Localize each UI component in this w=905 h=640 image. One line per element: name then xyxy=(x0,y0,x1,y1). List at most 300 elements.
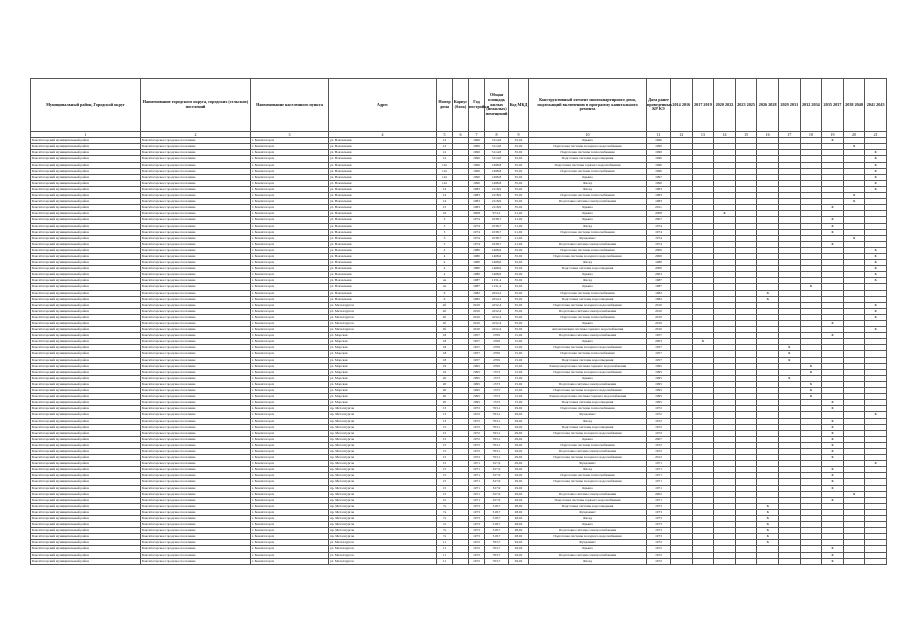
street-cell: ул. Морская xyxy=(329,357,437,363)
prev-repair-cell: 1983 xyxy=(647,199,671,205)
district-cell: Бокситогорский муниципальный район xyxy=(31,388,141,394)
element-cell: Подготовка системы теплоснабжения xyxy=(529,406,647,412)
house-cell: 15 xyxy=(437,442,453,448)
code-cell: 29,02 xyxy=(509,479,529,485)
period-mark-cell: X xyxy=(843,199,865,205)
street-cell: пр. Металлургов xyxy=(329,430,437,436)
city-cell: г. Бокситогорск xyxy=(251,284,329,290)
street-cell: ул. Металлургов xyxy=(329,540,437,546)
year-cell: 1974 xyxy=(469,229,485,235)
area-cell: 1498,8 xyxy=(485,162,509,168)
year-cell: 1995 xyxy=(469,369,485,375)
street-cell: ул. Металлургов xyxy=(329,321,437,327)
year-cell: 1972 xyxy=(469,442,485,448)
city-cell: г. Бокситогорск xyxy=(251,375,329,381)
element-cell: Фундамент xyxy=(529,412,647,418)
city-cell: г. Бокситогорск xyxy=(251,455,329,461)
year-cell: 1974 xyxy=(469,223,485,229)
settlement-cell: Бокситогорское городское поселение xyxy=(141,156,251,162)
street-cell: пр. Металлургов xyxy=(329,448,437,454)
house-cell: 3 xyxy=(437,229,453,235)
prev-repair-cell: 2010 xyxy=(647,308,671,314)
street-cell: пр. Металлургов xyxy=(329,522,437,528)
element-cell: Подготовка системы холодного водоснабжения xyxy=(529,369,647,375)
element-cell: Подготовка системы водоотведения xyxy=(529,503,647,509)
period-mark-cell: X xyxy=(865,150,887,156)
area-cell: 1468,6 xyxy=(485,266,509,272)
settlement-cell: Бокситогорское городское поселение xyxy=(141,552,251,558)
period-mark-cell: X xyxy=(865,156,887,162)
street-cell: ул. Металлургов xyxy=(329,558,437,564)
element-cell: Крыша xyxy=(529,205,647,211)
house-cell: 4 xyxy=(437,272,453,278)
district-cell: Бокситогорский муниципальный район xyxy=(31,455,141,461)
city-cell: г. Бокситогорск xyxy=(251,211,329,217)
area-cell: 763,1 xyxy=(485,455,509,461)
period-mark-cell xyxy=(735,558,757,564)
settlement-cell: Бокситогорское городское поселение xyxy=(141,321,251,327)
period-mark-cell: X xyxy=(822,485,844,491)
area-cell: 1373 xyxy=(485,369,509,375)
element-cell: Подготовка системы водоотведения xyxy=(529,357,647,363)
prev-repair-cell: 2000 xyxy=(647,247,671,253)
settlement-cell: Бокситогорское городское поселение xyxy=(141,235,251,241)
element-cell: Подготовка системы горячего водоснабжения xyxy=(529,497,647,503)
settlement-cell: Бокситогорское городское поселение xyxy=(141,333,251,339)
prev-repair-cell: 1987 xyxy=(647,278,671,284)
period-mark-cell: X xyxy=(822,473,844,479)
area-cell: 1373 xyxy=(485,394,509,400)
year-cell: 1995 xyxy=(469,381,485,387)
code-cell: 29,02 xyxy=(509,461,529,467)
street-cell: ул. Морская xyxy=(329,388,437,394)
code-cell: 21,02 xyxy=(509,229,529,235)
house-cell: 12 xyxy=(437,150,453,156)
settlement-cell: Бокситогорское городское поселение xyxy=(141,534,251,540)
settlement-cell: Бокситогорское городское поселение xyxy=(141,211,251,217)
prev-repair-cell: 1972 xyxy=(647,540,671,546)
code-cell: 35,02 xyxy=(509,180,529,186)
year-cell: 1972 xyxy=(469,546,485,552)
column-header: 2017 2019 xyxy=(692,79,714,132)
code-cell: 29,02 xyxy=(509,467,529,473)
area-cell: 763,1 xyxy=(485,430,509,436)
code-cell: 35,02 xyxy=(509,205,529,211)
house-cell: 4б xyxy=(437,321,453,327)
code-cell: 35,02 xyxy=(509,308,529,314)
code-cell: 29,02 xyxy=(509,546,529,552)
code-cell: 29,02 xyxy=(509,455,529,461)
settlement-cell: Бокситогорское городское поселение xyxy=(141,528,251,534)
area-cell: 4152,4 xyxy=(485,321,509,327)
column-number: 7 xyxy=(469,132,485,138)
year-cell: 1983 xyxy=(469,193,485,199)
period-mark-cell: X xyxy=(822,205,844,211)
house-cell: 15 xyxy=(437,485,453,491)
house-cell: 15 xyxy=(437,461,453,467)
city-cell: г. Бокситогорск xyxy=(251,162,329,168)
block-cell xyxy=(453,558,469,564)
code-cell: 28,02 xyxy=(509,522,529,528)
street-cell: пр. Металлургов xyxy=(329,534,437,540)
settlement-cell: Бокситогорское городское поселение xyxy=(141,406,251,412)
element-cell: Подготовка системы водоотведения xyxy=(529,400,647,406)
prev-repair-cell: 1972 xyxy=(647,430,671,436)
area-cell: 1498,8 xyxy=(485,168,509,174)
city-cell: г. Бокситогорск xyxy=(251,217,329,223)
street-cell: ул. Вокзальная xyxy=(329,174,437,180)
area-cell: 1468,6 xyxy=(485,253,509,259)
prev-repair-cell: 1997 xyxy=(647,174,671,180)
area-cell: 763,7 xyxy=(485,558,509,564)
city-cell: г. Бокситогорск xyxy=(251,485,329,491)
element-cell: Подготовка системы холодного водоснабжения xyxy=(529,479,647,485)
element-cell: Подготовка системы электроснабжения xyxy=(529,333,647,339)
year-cell: 1995 xyxy=(469,394,485,400)
period-mark-cell: X xyxy=(865,162,887,168)
street-cell: пр. Металлургов xyxy=(329,436,437,442)
settlement-cell: Бокситогорское городское поселение xyxy=(141,516,251,522)
street-cell: ул. Вокзальная xyxy=(329,272,437,278)
prev-repair-cell: 1972 xyxy=(647,406,671,412)
period-mark-cell xyxy=(778,558,800,564)
code-cell: 35,02 xyxy=(509,138,529,144)
street-cell: пр. Металлургов xyxy=(329,509,437,515)
element-cell: Подготовка системы холодного водоснабжения xyxy=(529,302,647,308)
prev-repair-cell: 1990 xyxy=(647,150,671,156)
street-cell: ул. Вокзальная xyxy=(329,186,437,192)
prev-repair-cell: 1973 xyxy=(647,503,671,509)
city-cell: г. Бокситогорск xyxy=(251,193,329,199)
area-cell: 1498,8 xyxy=(485,174,509,180)
code-cell: 21,02 xyxy=(509,241,529,247)
city-cell: г. Бокситогорск xyxy=(251,156,329,162)
street-cell: ул. Вокзальная xyxy=(329,156,437,162)
city-cell: г. Бокситогорск xyxy=(251,516,329,522)
street-cell: ул. Вокзальная xyxy=(329,162,437,168)
column-header: Адрес xyxy=(329,79,437,132)
house-cell: 4 xyxy=(437,253,453,259)
street-cell: ул. Вокзальная xyxy=(329,138,437,144)
area-cell: 1038,7 xyxy=(485,235,509,241)
area-cell: 2254,2 xyxy=(485,296,509,302)
street-cell: ул. Вокзальная xyxy=(329,247,437,253)
city-cell: г. Бокситогорск xyxy=(251,266,329,272)
city-cell: г. Бокситогорск xyxy=(251,497,329,503)
street-cell: пр. Металлургов xyxy=(329,485,437,491)
period-mark-cell: X xyxy=(865,247,887,253)
area-cell: 763,1 xyxy=(485,406,509,412)
prev-repair-cell: 1973 xyxy=(647,534,671,540)
street-cell: пр. Металлургов xyxy=(329,491,437,497)
house-cell: 12а xyxy=(437,174,453,180)
column-number: 14 xyxy=(714,132,736,138)
prev-repair-cell: 1995 xyxy=(647,369,671,375)
column-number: 20 xyxy=(843,132,865,138)
area-cell: 2709 xyxy=(485,351,509,357)
settlement-cell: Бокситогорское городское поселение xyxy=(141,229,251,235)
prev-repair-cell: 1995 xyxy=(647,375,671,381)
street-cell: ул. Металлургов xyxy=(329,552,437,558)
street-cell: ул. Вокзальная xyxy=(329,284,437,290)
city-cell: г. Бокситогорск xyxy=(251,491,329,497)
settlement-cell: Бокситогорское городское поселение xyxy=(141,186,251,192)
area-cell: 763,1 xyxy=(485,442,509,448)
prev-repair-cell: 1983 xyxy=(647,186,671,192)
year-cell: 1990 xyxy=(469,174,485,180)
house-cell: 3 xyxy=(437,241,453,247)
area-cell: 2118,9 xyxy=(485,199,509,205)
street-cell: ул. Вокзальная xyxy=(329,211,437,217)
code-cell: 21,02 xyxy=(509,235,529,241)
settlement-cell: Бокситогорское городское поселение xyxy=(141,272,251,278)
settlement-cell: Бокситогорское городское поселение xyxy=(141,357,251,363)
settlement-cell: Бокситогорское городское поселение xyxy=(141,442,251,448)
prev-repair-cell: 1974 xyxy=(647,241,671,247)
street-cell: пр. Металлургов xyxy=(329,406,437,412)
district-cell: Бокситогорский муниципальный район xyxy=(31,497,141,503)
street-cell: ул. Металлургов xyxy=(329,314,437,320)
settlement-cell: Бокситогорское городское поселение xyxy=(141,381,251,387)
city-cell: г. Бокситогорск xyxy=(251,351,329,357)
settlement-cell: Бокситогорское городское поселение xyxy=(141,138,251,144)
area-cell: 318,7 xyxy=(485,509,509,515)
street-cell: пр. Металлургов xyxy=(329,442,437,448)
district-cell: Бокситогорский муниципальный район xyxy=(31,333,141,339)
house-cell: 13 xyxy=(437,418,453,424)
area-cell: 1131,4 xyxy=(485,278,509,284)
settlement-cell: Бокситогорское городское поселение xyxy=(141,241,251,247)
prev-repair-cell: 1982 xyxy=(647,290,671,296)
street-cell: ул. Морская xyxy=(329,381,437,387)
year-cell: 1957 xyxy=(469,351,485,357)
prev-repair-cell: 1990 xyxy=(647,138,671,144)
prev-repair-cell: 1973 xyxy=(647,509,671,515)
city-cell: г. Бокситогорск xyxy=(251,558,329,564)
city-cell: г. Бокситогорск xyxy=(251,205,329,211)
settlement-cell: Бокситогорское городское поселение xyxy=(141,418,251,424)
house-cell: 3 xyxy=(437,217,453,223)
street-cell: ул. Металлургов xyxy=(329,327,437,333)
period-mark-cell: X xyxy=(865,302,887,308)
column-header: Наименование населенного пункта xyxy=(251,79,329,132)
year-cell: 1987 xyxy=(469,278,485,284)
city-cell: г. Бокситогорск xyxy=(251,247,329,253)
year-cell: 1972 xyxy=(469,455,485,461)
house-cell: 3 xyxy=(437,223,453,229)
element-cell: Фасад xyxy=(529,467,647,473)
year-cell: 1990 xyxy=(469,144,485,150)
district-cell: Бокситогорский муниципальный район xyxy=(31,150,141,156)
code-cell: 35,02 xyxy=(509,260,529,266)
street-cell: ул. Вокзальная xyxy=(329,223,437,229)
code-cell: 35,02 xyxy=(509,284,529,290)
city-cell: г. Бокситогорск xyxy=(251,357,329,363)
code-cell: 15,02 xyxy=(509,375,529,381)
column-number: 2 xyxy=(141,132,251,138)
element-cell: Крыша xyxy=(529,211,647,217)
house-cell: 15 xyxy=(437,491,453,497)
house-cell: 4б xyxy=(437,302,453,308)
period-mark-cell: X xyxy=(757,290,779,296)
element-cell: Подготовка системы электроснабжения xyxy=(529,491,647,497)
area-cell: 2709 xyxy=(485,345,509,351)
prev-repair-cell: 1971 xyxy=(647,473,671,479)
element-cell: Крыша xyxy=(529,284,647,290)
element-cell: Крыша xyxy=(529,485,647,491)
year-cell: 1980 xyxy=(469,260,485,266)
city-cell: г. Бокситогорск xyxy=(251,138,329,144)
district-cell: Бокситогорский муниципальный район xyxy=(31,308,141,314)
district-cell: Бокситогорский муниципальный район xyxy=(31,296,141,302)
street-cell: ул. Вокзальная xyxy=(329,278,437,284)
area-cell: 327,9 xyxy=(485,479,509,485)
city-cell: г. Бокситогорск xyxy=(251,461,329,467)
street-cell: ул. Морская xyxy=(329,339,437,345)
settlement-cell: Бокситогорское городское поселение xyxy=(141,302,251,308)
district-cell: Бокситогорский муниципальный район xyxy=(31,406,141,412)
area-cell: 763,1 xyxy=(485,436,509,442)
prev-repair-cell: 2011 xyxy=(647,205,671,211)
period-mark-cell: X xyxy=(822,479,844,485)
area-cell: 2118,9 xyxy=(485,186,509,192)
district-cell: Бокситогорский муниципальный район xyxy=(31,424,141,430)
prev-repair-cell: 1972 xyxy=(647,412,671,418)
period-mark-cell: X xyxy=(865,186,887,192)
code-cell: 35,02 xyxy=(509,174,529,180)
district-cell: Бокситогорский муниципальный район xyxy=(31,205,141,211)
district-cell: Бокситогорский муниципальный район xyxy=(31,552,141,558)
district-cell: Бокситогорский муниципальный район xyxy=(31,345,141,351)
settlement-cell: Бокситогорское городское поселение xyxy=(141,424,251,430)
settlement-cell: Бокситогорское городское поселение xyxy=(141,479,251,485)
period-mark-cell xyxy=(757,558,779,564)
prev-repair-cell: 1995 xyxy=(647,363,671,369)
period-mark-cell: X xyxy=(822,552,844,558)
period-mark-cell: X xyxy=(757,296,779,302)
element-cell: Фасад xyxy=(529,223,647,229)
element-cell: Фасад xyxy=(529,260,647,266)
column-header: 2041 2043 xyxy=(865,79,887,132)
column-number: 3 xyxy=(251,132,329,138)
year-cell: 1983 xyxy=(469,199,485,205)
code-cell: 35,02 xyxy=(509,168,529,174)
element-cell: Электроподготовка системы горячего водоснабжения xyxy=(529,363,647,369)
prev-repair-cell: 1957 xyxy=(647,333,671,339)
column-header: 2035 2037 xyxy=(822,79,844,132)
period-mark-cell xyxy=(671,558,693,564)
prev-repair-cell: 1990 xyxy=(647,144,671,150)
prev-repair-cell: 1972 xyxy=(647,558,671,564)
column-number: 16 xyxy=(757,132,779,138)
house-cell: 19 xyxy=(437,363,453,369)
house-cell: 6 xyxy=(437,290,453,296)
element-cell: Подготовка системы электроснабжения xyxy=(529,308,647,314)
settlement-cell: Бокситогорское городское поселение xyxy=(141,308,251,314)
period-mark-cell: X xyxy=(822,436,844,442)
element-cell: Крыша xyxy=(529,174,647,180)
code-cell: 35,02 xyxy=(509,186,529,192)
area-cell: 5114,8 xyxy=(485,144,509,150)
code-cell: 21,02 xyxy=(509,223,529,229)
city-cell: г. Бокситогорск xyxy=(251,424,329,430)
column-header: Муниципальный район, Городской округ xyxy=(31,79,141,132)
area-cell: 973,2 xyxy=(485,211,509,217)
house-cell: 15 xyxy=(437,448,453,454)
district-cell: Бокситогорский муниципальный район xyxy=(31,284,141,290)
area-cell: 763,1 xyxy=(485,412,509,418)
area-cell: 1038,7 xyxy=(485,217,509,223)
header-row xyxy=(31,79,887,132)
element-cell: Фундамент xyxy=(529,540,647,546)
area-cell: 2709 xyxy=(485,357,509,363)
code-cell: 35,02 xyxy=(509,272,529,278)
house-cell: 12 xyxy=(437,138,453,144)
element-cell: Подготовка системы электроснабжения xyxy=(529,381,647,387)
code-cell: 29,02 xyxy=(509,412,529,418)
house-cell: 11 xyxy=(437,546,453,552)
district-cell: Бокситогорский муниципальный район xyxy=(31,247,141,253)
element-cell: Подготовка системы теплоснабжения xyxy=(529,150,647,156)
street-cell: пр. Металлургов xyxy=(329,503,437,509)
settlement-cell: Бокситогорское городское поселение xyxy=(141,327,251,333)
code-cell: 15,02 xyxy=(509,381,529,387)
year-cell: 1972 xyxy=(469,436,485,442)
year-cell: 1980 xyxy=(469,253,485,259)
city-cell: г. Бокситогорск xyxy=(251,253,329,259)
prev-repair-cell: 1957 xyxy=(647,345,671,351)
district-cell: Бокситогорский муниципальный район xyxy=(31,253,141,259)
column-header: Код МКД xyxy=(509,79,529,132)
house-cell: 12а xyxy=(437,180,453,186)
settlement-cell: Бокситогорское городское поселение xyxy=(141,296,251,302)
settlement-cell: Бокситогорское городское поселение xyxy=(141,491,251,497)
settlement-cell: Бокситогорское городское поселение xyxy=(141,558,251,564)
district-cell: Бокситогорский муниципальный район xyxy=(31,522,141,528)
street-cell: пр. Металлургов xyxy=(329,497,437,503)
area-cell: 4152,4 xyxy=(485,302,509,308)
house-cell: 18 xyxy=(437,357,453,363)
city-cell: г. Бокситогорск xyxy=(251,290,329,296)
code-cell: 29,02 xyxy=(509,406,529,412)
code-cell: 15,02 xyxy=(509,333,529,339)
street-cell: пр. Металлургов xyxy=(329,461,437,467)
element-cell: Подготовка системы электроснабжения xyxy=(529,552,647,558)
column-number: 13 xyxy=(692,132,714,138)
street-cell: ул. Вокзальная xyxy=(329,235,437,241)
prev-repair-cell: 1974 xyxy=(647,235,671,241)
year-cell: 1957 xyxy=(469,345,485,351)
element-cell: Фундамент xyxy=(529,461,647,467)
code-cell: 28,02 xyxy=(509,528,529,534)
city-cell: г. Бокситогорск xyxy=(251,418,329,424)
city-cell: г. Бокситогорск xyxy=(251,199,329,205)
prev-repair-cell: 2007 xyxy=(647,436,671,442)
period-mark-cell: X xyxy=(822,223,844,229)
period-mark-cell: X xyxy=(843,144,865,150)
period-mark-cell: X xyxy=(822,497,844,503)
element-cell: Фасад xyxy=(529,418,647,424)
column-header: 2029 2031 xyxy=(778,79,800,132)
city-cell: г. Бокситогорск xyxy=(251,272,329,278)
period-mark-cell: X xyxy=(822,455,844,461)
district-cell: Бокситогорский муниципальный район xyxy=(31,540,141,546)
column-number: 8 xyxy=(485,132,509,138)
code-cell: 15,02 xyxy=(509,357,529,363)
column-number: 19 xyxy=(822,132,844,138)
period-mark-cell: X xyxy=(822,333,844,339)
code-cell: 15,02 xyxy=(509,388,529,394)
